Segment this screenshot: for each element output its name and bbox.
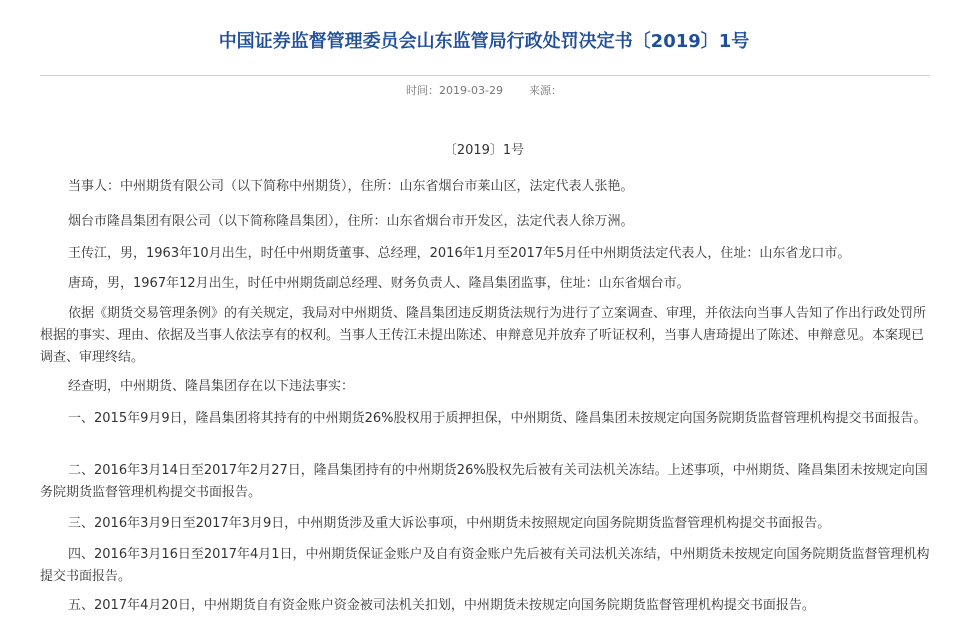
paragraph-fact-1: 一、2015年9月9日，隆昌集团将其持有的中州期货26%股权用于质押担保，中州期货、隆昌集团未按规定向国务院期货监督管理机构提交书面报告。 (68, 411, 927, 426)
paragraph-party-2: 烟台市隆昌集团有限公司（以下简称隆昌集团），住所：山东省烟台市开发区，法定代表人徐万洲。 (68, 214, 634, 229)
paragraph-findings-intro: 经查明，中州期货、隆昌集团存在以下违法事实： (68, 379, 355, 394)
paragraph-party-4: 唐琦，男，1967年12月出生，时任中州期货副总经理、财务负责人、隆昌集团监事，住址：山东省烟台市。 (68, 276, 690, 291)
paragraph-fact-4: 四、2016年3月16日至2017年4月1日，中州期货保证金账户及自有资金账户先后被有关司法机关冻结，中州期货未按规定向国务院期货监督管理机构提交书面报告。 (40, 547, 930, 584)
paragraph-fact-5: 五、2017年4月20日，中州期货自有资金账户资金被司法机关扣划，中州期货未按规定向国务院期货监督管理机构提交书面报告。 (68, 598, 815, 613)
paragraph-fact-2: 二、2016年3月14日至2017年2月27日，隆昌集团持有的中州期货26%股权先后被有关司法机关冻结。上述事项，中州期货、隆昌集团未按规定向国务院期货监督管理机构提交书面报告。 (40, 463, 928, 500)
time-label: 时间： (406, 84, 440, 97)
paragraph-party-1: 当事人：中州期货有限公司（以下简称中州期货），住所：山东省烟台市莱山区，法定代表人张艳。 (68, 179, 634, 194)
paragraph-procedure: 依据《期货交易管理条例》的有关规定，我局对中州期货、隆昌集团违反期货法规行为进行了立案调查、审理，并依法向当事人告知了作出行政处罚所根据的事实、理由、依据及当事人依法享有的权利。当事人王传江未提出陈述、申辩意见并放弃了听证权利，当事人唐琦提出了陈述、申辩意见。本案现已调查、审理终结。 (40, 306, 927, 365)
page-title: 中国证券监督管理委员会山东监管局行政处罚决定书〔2019〕1号 (218, 31, 750, 52)
publish-meta (0, 83, 968, 99)
paragraph-party-3: 王传江，男，1963年10月出生，时任中州期货董事、总经理，2016年1月至2017年5月任中州期货法定代表人，住址：山东省龙口市。 (68, 246, 851, 261)
paragraph-fact-3: 三、2016年3月9日至2017年3月9日，中州期货涉及重大诉讼事项，中州期货未按照规定向国务院期货监督管理机构提交书面报告。 (68, 516, 831, 531)
title-divider (40, 75, 930, 76)
source-label: 来源： (528, 84, 562, 97)
time-value: 2019-03-29 (439, 84, 503, 97)
document-number: 〔2019〕1号 (443, 143, 525, 158)
